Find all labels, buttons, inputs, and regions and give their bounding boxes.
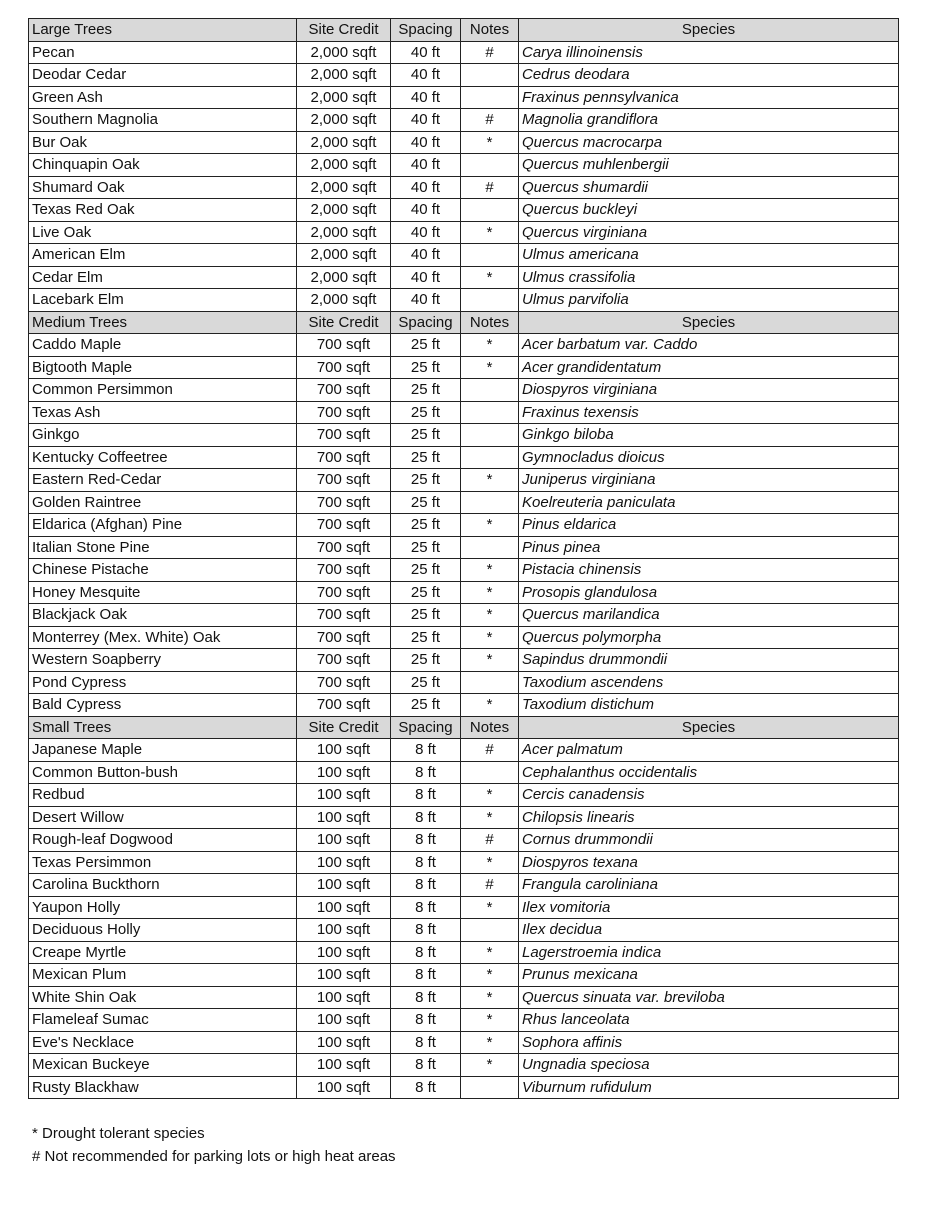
site-credit-value: 2,000 sqft — [297, 221, 391, 244]
site-credit-value: 100 sqft — [297, 941, 391, 964]
site-credit-value: 700 sqft — [297, 334, 391, 357]
tree-common-name: Eldarica (Afghan) Pine — [29, 514, 297, 537]
notes-value — [461, 446, 519, 469]
species-name: Acer palmatum — [519, 739, 899, 762]
species-name: Gymnocladus dioicus — [519, 446, 899, 469]
site-credit-value: 2,000 sqft — [297, 244, 391, 267]
spacing-value: 8 ft — [391, 739, 461, 762]
tree-common-name: Golden Raintree — [29, 491, 297, 514]
tree-common-name: Bur Oak — [29, 131, 297, 154]
table-row — [29, 986, 899, 1009]
species-name: Prunus mexicana — [519, 964, 899, 987]
table-row — [29, 334, 899, 357]
site-credit-value: 700 sqft — [297, 446, 391, 469]
tree-common-name: Texas Persimmon — [29, 851, 297, 874]
notes-value: # — [461, 874, 519, 897]
notes-value: * — [461, 266, 519, 289]
notes-value: * — [461, 851, 519, 874]
tree-table-body — [29, 19, 899, 1099]
site-credit-value: 2,000 sqft — [297, 154, 391, 177]
notes-value — [461, 536, 519, 559]
tree-common-name: Carolina Buckthorn — [29, 874, 297, 897]
tree-common-name: Pecan — [29, 41, 297, 64]
tree-common-name: Redbud — [29, 784, 297, 807]
site-credit-value: 700 sqft — [297, 469, 391, 492]
spacing-value: 8 ft — [391, 806, 461, 829]
spacing-value: 40 ft — [391, 64, 461, 87]
notes-value — [461, 919, 519, 942]
spacing-value: 8 ft — [391, 874, 461, 897]
species-name: Pistacia chinensis — [519, 559, 899, 582]
tree-common-name: Rough-leaf Dogwood — [29, 829, 297, 852]
tree-common-name: Eastern Red-Cedar — [29, 469, 297, 492]
site-credit-value: 100 sqft — [297, 919, 391, 942]
site-credit-value: 100 sqft — [297, 761, 391, 784]
group-header-row — [29, 19, 899, 42]
table-row — [29, 41, 899, 64]
group-header-row — [29, 716, 899, 739]
notes-value: # — [461, 109, 519, 132]
species-name: Diospyros texana — [519, 851, 899, 874]
notes-value: * — [461, 604, 519, 627]
spacing-value: 40 ft — [391, 86, 461, 109]
notes-value: * — [461, 334, 519, 357]
table-row — [29, 379, 899, 402]
table-row — [29, 446, 899, 469]
site-credit-value: 2,000 sqft — [297, 41, 391, 64]
table-row — [29, 356, 899, 379]
notes-value: * — [461, 356, 519, 379]
spacing-value: 8 ft — [391, 851, 461, 874]
table-row — [29, 874, 899, 897]
tree-common-name: Yaupon Holly — [29, 896, 297, 919]
tree-common-name: Desert Willow — [29, 806, 297, 829]
species-name: Prosopis glandulosa — [519, 581, 899, 604]
tree-common-name: Bald Cypress — [29, 694, 297, 717]
notes-value — [461, 401, 519, 424]
species-name: Pinus pinea — [519, 536, 899, 559]
tree-common-name: Deciduous Holly — [29, 919, 297, 942]
tree-common-name: Creape Myrtle — [29, 941, 297, 964]
tree-common-name: Japanese Maple — [29, 739, 297, 762]
table-row — [29, 896, 899, 919]
spacing-value: 8 ft — [391, 964, 461, 987]
site-credit-value: 100 sqft — [297, 1076, 391, 1099]
species-name: Rhus lanceolata — [519, 1009, 899, 1032]
table-row — [29, 221, 899, 244]
notes-value — [461, 671, 519, 694]
spacing-value: 25 ft — [391, 559, 461, 582]
spacing-value: 40 ft — [391, 266, 461, 289]
table-row — [29, 581, 899, 604]
spacing-value: 8 ft — [391, 896, 461, 919]
tree-table — [28, 18, 899, 1099]
site-credit-value: 2,000 sqft — [297, 266, 391, 289]
species-name: Ginkgo biloba — [519, 424, 899, 447]
notes-value: # — [461, 41, 519, 64]
tree-common-name: Pond Cypress — [29, 671, 297, 694]
species-name: Ulmus americana — [519, 244, 899, 267]
table-row — [29, 109, 899, 132]
notes-value: * — [461, 131, 519, 154]
species-name: Ilex vomitoria — [519, 896, 899, 919]
site-credit-value: 100 sqft — [297, 964, 391, 987]
spacing-value: 25 ft — [391, 626, 461, 649]
site-credit-value: 100 sqft — [297, 896, 391, 919]
species-name: Ulmus parvifolia — [519, 289, 899, 312]
group-title: Small Trees — [29, 716, 297, 739]
species-name: Pinus eldarica — [519, 514, 899, 537]
site-credit-value: 2,000 sqft — [297, 131, 391, 154]
table-row — [29, 199, 899, 222]
spacing-value: 8 ft — [391, 1009, 461, 1032]
column-header-species: Species — [519, 311, 899, 334]
species-name: Magnolia grandiflora — [519, 109, 899, 132]
table-row — [29, 1054, 899, 1077]
tree-common-name: Green Ash — [29, 86, 297, 109]
notes-value: * — [461, 694, 519, 717]
table-row — [29, 761, 899, 784]
site-credit-value: 700 sqft — [297, 379, 391, 402]
species-name: Koelreuteria paniculata — [519, 491, 899, 514]
spacing-value: 25 ft — [391, 536, 461, 559]
tree-common-name: Ginkgo — [29, 424, 297, 447]
legend — [32, 1122, 396, 1168]
tree-common-name: American Elm — [29, 244, 297, 267]
notes-value: * — [461, 514, 519, 537]
spacing-value: 25 ft — [391, 446, 461, 469]
notes-value — [461, 154, 519, 177]
table-row — [29, 266, 899, 289]
tree-common-name: Bigtooth Maple — [29, 356, 297, 379]
spacing-value: 40 ft — [391, 221, 461, 244]
species-name: Frangula caroliniana — [519, 874, 899, 897]
spacing-value: 25 ft — [391, 356, 461, 379]
site-credit-value: 700 sqft — [297, 356, 391, 379]
notes-value — [461, 761, 519, 784]
tree-common-name: Deodar Cedar — [29, 64, 297, 87]
notes-value: * — [461, 896, 519, 919]
table-row — [29, 424, 899, 447]
site-credit-value: 700 sqft — [297, 604, 391, 627]
group-title: Medium Trees — [29, 311, 297, 334]
spacing-value: 25 ft — [391, 401, 461, 424]
table-row — [29, 919, 899, 942]
tree-common-name: Chinquapin Oak — [29, 154, 297, 177]
site-credit-value: 700 sqft — [297, 536, 391, 559]
site-credit-value: 100 sqft — [297, 874, 391, 897]
tree-common-name: Chinese Pistache — [29, 559, 297, 582]
table-row — [29, 851, 899, 874]
table-row — [29, 86, 899, 109]
site-credit-value: 100 sqft — [297, 851, 391, 874]
species-name: Juniperus virginiana — [519, 469, 899, 492]
notes-value — [461, 491, 519, 514]
notes-value: * — [461, 1009, 519, 1032]
tree-common-name: Blackjack Oak — [29, 604, 297, 627]
spacing-value: 25 ft — [391, 581, 461, 604]
species-name: Quercus virginiana — [519, 221, 899, 244]
table-row — [29, 694, 899, 717]
site-credit-value: 2,000 sqft — [297, 289, 391, 312]
spacing-value: 25 ft — [391, 491, 461, 514]
column-header-species: Species — [519, 716, 899, 739]
tree-common-name: Western Soapberry — [29, 649, 297, 672]
notes-value: * — [461, 581, 519, 604]
table-row — [29, 469, 899, 492]
notes-value: # — [461, 829, 519, 852]
site-credit-value: 700 sqft — [297, 491, 391, 514]
notes-value: # — [461, 739, 519, 762]
table-row — [29, 604, 899, 627]
notes-value: * — [461, 806, 519, 829]
species-name: Viburnum rufidulum — [519, 1076, 899, 1099]
notes-value: * — [461, 941, 519, 964]
tree-common-name: Cedar Elm — [29, 266, 297, 289]
site-credit-value: 2,000 sqft — [297, 199, 391, 222]
table-row — [29, 806, 899, 829]
tree-common-name: Live Oak — [29, 221, 297, 244]
site-credit-value: 100 sqft — [297, 784, 391, 807]
species-name: Sophora affinis — [519, 1031, 899, 1054]
species-name: Lagerstroemia indica — [519, 941, 899, 964]
spacing-value: 8 ft — [391, 761, 461, 784]
site-credit-value: 2,000 sqft — [297, 176, 391, 199]
notes-value — [461, 244, 519, 267]
tree-common-name: Rusty Blackhaw — [29, 1076, 297, 1099]
species-name: Taxodium distichum — [519, 694, 899, 717]
site-credit-value: 700 sqft — [297, 626, 391, 649]
tree-common-name: Flameleaf Sumac — [29, 1009, 297, 1032]
species-name: Quercus buckleyi — [519, 199, 899, 222]
table-row — [29, 559, 899, 582]
species-name: Cedrus deodara — [519, 64, 899, 87]
tree-common-name: Common Button-bush — [29, 761, 297, 784]
spacing-value: 40 ft — [391, 199, 461, 222]
tree-common-name: Mexican Buckeye — [29, 1054, 297, 1077]
spacing-value: 40 ft — [391, 109, 461, 132]
species-name: Sapindus drummondii — [519, 649, 899, 672]
species-name: Chilopsis linearis — [519, 806, 899, 829]
spacing-value: 25 ft — [391, 671, 461, 694]
notes-value — [461, 64, 519, 87]
site-credit-value: 700 sqft — [297, 649, 391, 672]
species-name: Ungnadia speciosa — [519, 1054, 899, 1077]
notes-value: * — [461, 986, 519, 1009]
table-row — [29, 626, 899, 649]
table-row — [29, 829, 899, 852]
site-credit-value: 100 sqft — [297, 806, 391, 829]
table-row — [29, 739, 899, 762]
site-credit-value: 700 sqft — [297, 559, 391, 582]
table-row — [29, 536, 899, 559]
spacing-value: 8 ft — [391, 986, 461, 1009]
table-row — [29, 131, 899, 154]
spacing-value: 8 ft — [391, 1054, 461, 1077]
species-name: Diospyros virginiana — [519, 379, 899, 402]
notes-value: * — [461, 1054, 519, 1077]
species-name: Cercis canadensis — [519, 784, 899, 807]
table-row — [29, 289, 899, 312]
spacing-value: 40 ft — [391, 176, 461, 199]
notes-value: * — [461, 559, 519, 582]
site-credit-value: 2,000 sqft — [297, 109, 391, 132]
table-row — [29, 649, 899, 672]
site-credit-value: 100 sqft — [297, 1054, 391, 1077]
tree-common-name: Italian Stone Pine — [29, 536, 297, 559]
spacing-value: 8 ft — [391, 919, 461, 942]
tree-common-name: Honey Mesquite — [29, 581, 297, 604]
notes-value: * — [461, 221, 519, 244]
notes-value: # — [461, 176, 519, 199]
species-name: Taxodium ascendens — [519, 671, 899, 694]
notes-value: * — [461, 784, 519, 807]
species-name: Ulmus crassifolia — [519, 266, 899, 289]
species-name: Fraxinus texensis — [519, 401, 899, 424]
table-row — [29, 176, 899, 199]
spacing-value: 40 ft — [391, 289, 461, 312]
table-row — [29, 491, 899, 514]
column-header-site-credit: Site Credit — [297, 19, 391, 42]
notes-value: * — [461, 649, 519, 672]
legend-drought: * Drought tolerant species — [32, 1125, 205, 1142]
species-name: Fraxinus pennsylvanica — [519, 86, 899, 109]
species-name: Cephalanthus occidentalis — [519, 761, 899, 784]
site-credit-value: 700 sqft — [297, 401, 391, 424]
site-credit-value: 700 sqft — [297, 514, 391, 537]
table-row — [29, 154, 899, 177]
spacing-value: 25 ft — [391, 649, 461, 672]
site-credit-value: 700 sqft — [297, 671, 391, 694]
site-credit-value: 100 sqft — [297, 739, 391, 762]
tree-common-name: Texas Red Oak — [29, 199, 297, 222]
tree-common-name: Caddo Maple — [29, 334, 297, 357]
site-credit-value: 700 sqft — [297, 424, 391, 447]
column-header-notes: Notes — [461, 311, 519, 334]
table-row — [29, 671, 899, 694]
tree-common-name: Shumard Oak — [29, 176, 297, 199]
species-name: Ilex decidua — [519, 919, 899, 942]
column-header-spacing: Spacing — [391, 716, 461, 739]
tree-common-name: Common Persimmon — [29, 379, 297, 402]
site-credit-value: 100 sqft — [297, 986, 391, 1009]
table-row — [29, 64, 899, 87]
notes-value — [461, 289, 519, 312]
species-name: Acer barbatum var. Caddo — [519, 334, 899, 357]
tree-common-name: Texas Ash — [29, 401, 297, 424]
site-credit-value: 100 sqft — [297, 1031, 391, 1054]
spacing-value: 8 ft — [391, 784, 461, 807]
spacing-value: 25 ft — [391, 424, 461, 447]
species-name: Quercus shumardii — [519, 176, 899, 199]
spacing-value: 8 ft — [391, 1076, 461, 1099]
table-row — [29, 401, 899, 424]
group-title: Large Trees — [29, 19, 297, 42]
site-credit-value: 100 sqft — [297, 1009, 391, 1032]
notes-value — [461, 1076, 519, 1099]
species-name: Carya illinoinensis — [519, 41, 899, 64]
species-name: Cornus drummondii — [519, 829, 899, 852]
spacing-value: 25 ft — [391, 379, 461, 402]
spacing-value: 8 ft — [391, 829, 461, 852]
table-row — [29, 784, 899, 807]
tree-common-name: Southern Magnolia — [29, 109, 297, 132]
notes-value — [461, 86, 519, 109]
spacing-value: 8 ft — [391, 1031, 461, 1054]
table-row — [29, 244, 899, 267]
table-row — [29, 941, 899, 964]
notes-value: * — [461, 469, 519, 492]
table-row — [29, 964, 899, 987]
spacing-value: 8 ft — [391, 941, 461, 964]
column-header-spacing: Spacing — [391, 311, 461, 334]
site-credit-value: 2,000 sqft — [297, 64, 391, 87]
species-name: Quercus sinuata var. breviloba — [519, 986, 899, 1009]
notes-value: * — [461, 626, 519, 649]
species-name: Quercus marilandica — [519, 604, 899, 627]
table-row — [29, 1009, 899, 1032]
table-row — [29, 514, 899, 537]
spacing-value: 40 ft — [391, 131, 461, 154]
species-name: Acer grandidentatum — [519, 356, 899, 379]
tree-common-name: White Shin Oak — [29, 986, 297, 1009]
tree-common-name: Mexican Plum — [29, 964, 297, 987]
notes-value — [461, 199, 519, 222]
notes-value: * — [461, 1031, 519, 1054]
column-header-species: Species — [519, 19, 899, 42]
site-credit-value: 700 sqft — [297, 694, 391, 717]
notes-value: * — [461, 964, 519, 987]
column-header-spacing: Spacing — [391, 19, 461, 42]
spacing-value: 40 ft — [391, 244, 461, 267]
tree-common-name: Lacebark Elm — [29, 289, 297, 312]
column-header-site-credit: Site Credit — [297, 311, 391, 334]
species-name: Quercus muhlenbergii — [519, 154, 899, 177]
spacing-value: 25 ft — [391, 334, 461, 357]
tree-common-name: Monterrey (Mex. White) Oak — [29, 626, 297, 649]
notes-value — [461, 424, 519, 447]
group-header-row — [29, 311, 899, 334]
spacing-value: 25 ft — [391, 694, 461, 717]
column-header-notes: Notes — [461, 19, 519, 42]
spacing-value: 40 ft — [391, 154, 461, 177]
species-name: Quercus polymorpha — [519, 626, 899, 649]
column-header-site-credit: Site Credit — [297, 716, 391, 739]
spacing-value: 25 ft — [391, 469, 461, 492]
spacing-value: 40 ft — [391, 41, 461, 64]
legend-parking: # Not recommended for parking lots or high heat areas — [32, 1148, 396, 1165]
table-row — [29, 1031, 899, 1054]
site-credit-value: 2,000 sqft — [297, 86, 391, 109]
tree-common-name: Kentucky Coffeetree — [29, 446, 297, 469]
spacing-value: 25 ft — [391, 514, 461, 537]
site-credit-value: 100 sqft — [297, 829, 391, 852]
spacing-value: 25 ft — [391, 604, 461, 627]
species-name: Quercus macrocarpa — [519, 131, 899, 154]
notes-value — [461, 379, 519, 402]
site-credit-value: 700 sqft — [297, 581, 391, 604]
column-header-notes: Notes — [461, 716, 519, 739]
tree-common-name: Eve's Necklace — [29, 1031, 297, 1054]
table-row — [29, 1076, 899, 1099]
